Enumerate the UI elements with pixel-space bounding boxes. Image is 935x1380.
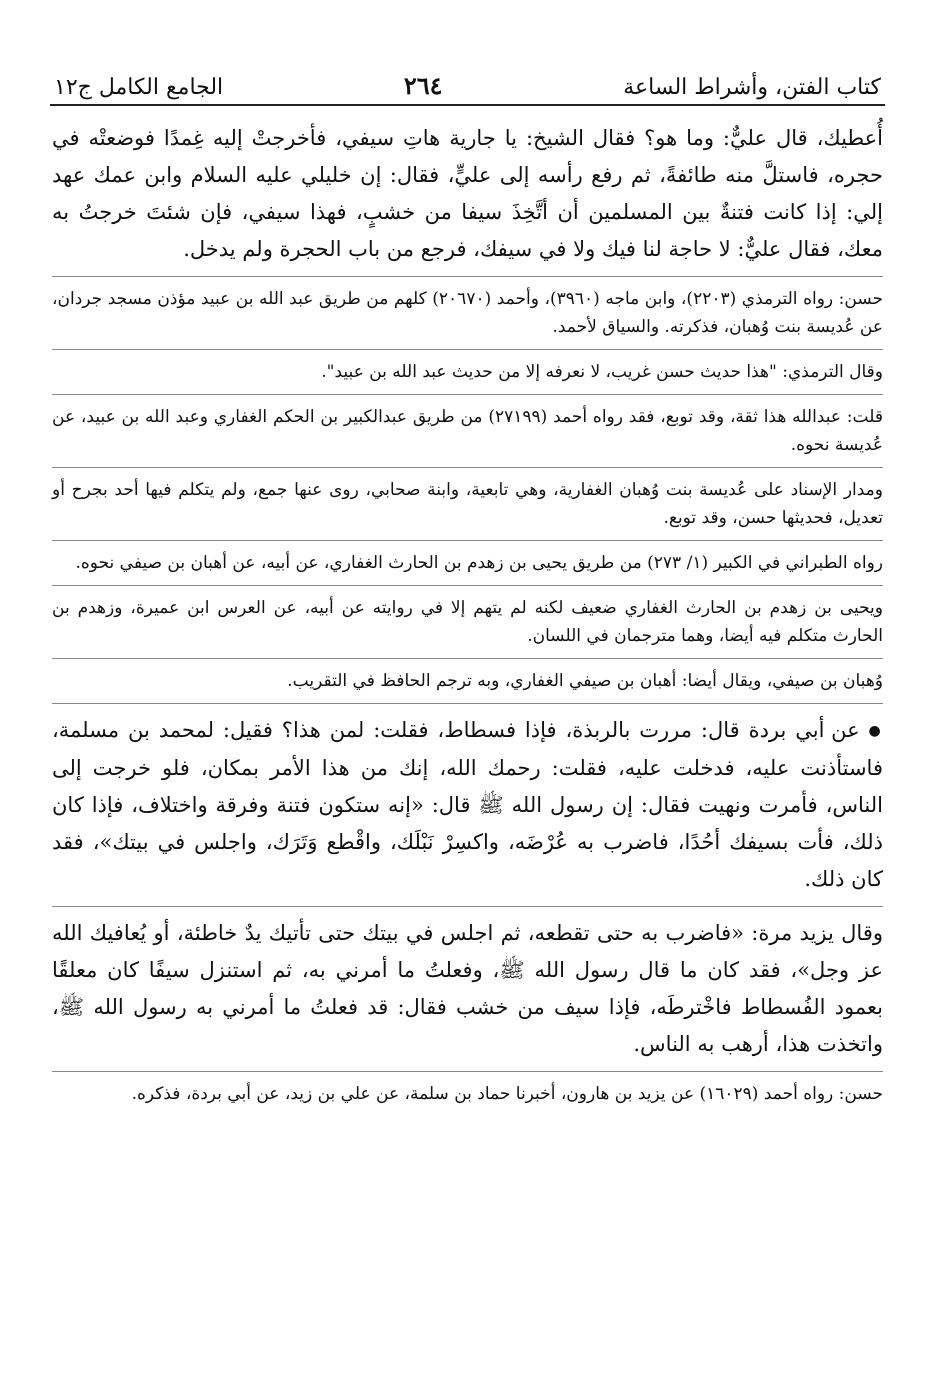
takhrij-note: حسن: رواه الترمذي (٢٢٠٣)، وابن ماجه (٣٩٦٠)، وأحمد (٢٠٦٧٠) كلهم من طريق عبد الله بن عبيد مؤذن مسجد جردان، عن عُديسة بنت وُهبان، فذكرته. والسياق لأحمد. <box>52 289 883 337</box>
divider <box>52 658 883 659</box>
divider <box>52 1071 883 1072</box>
header-volume-title: الجامع الكامل ج١٢ <box>54 75 224 100</box>
hadith-text-continued: أُعطيك، قال عليٌّ: وما هو؟ فقال الشيخ: يا جارية هاتِ سيفي، فأخرجتْ إليه غِمدًا فوضعتْه في حجره، فاستلَّ منه طائفةً، ثم رفع رأسه إلى عليٍّ، فقال: إن خليلي عليه السلام وابن عمك عهد إلي: إذا كانت فتنةٌ بين المسلمين أن أتَّخِذَ سيفا من خشبٍ، فهذا سيفي، فإن شئتَ خرجتُ به معك، فقال عليٌّ: لا حاجة لنا فيك ولا في سيفك، فرجع من باب الحجرة ولم يدخل. <box>52 126 883 261</box>
divider <box>52 585 883 586</box>
hadith-variant-text: وقال يزيد مرة: «فاضرب به حتى تقطعه، ثم اجلس في بيتك حتى تأتيك يدٌ خاطئة، أو يُعافيك الله عز وجل»، فقد كان ما قال رسول الله ﷺ، وفعلتُ ما أمرني به، ثم استنزل سيفًا كان معلقًا بعمود الفُسطاط فاخْترطَه، فإذا سيف من خشب فقال: قد فعلتُ ما أمرني به رسول الله ﷺ، واتخذت هذا، أرهب به الناس. <box>52 921 883 1056</box>
page-number: ٢٦٤ <box>403 71 443 100</box>
divider <box>52 540 883 541</box>
page-body <box>50 120 885 1108</box>
divider <box>52 349 883 350</box>
bullet-icon: ● <box>868 723 883 739</box>
isnad-note: ومدار الإسناد على عُديسة بنت وُهبان الغفارية، وهي تابعية، وابنة صحابي، روى عنها جمع، ولم يتكلم فيها أحد بجرح أو تعديل، فحديثها حسن، وقد توبع. <box>52 480 883 528</box>
page-header <box>50 58 885 106</box>
narrator-note: ويحيى بن زهدم بن الحارث الغفاري ضعيف لكنه لم يتهم إلا في روايته عن أبيه، عن العرس ابن عميرة، وزهدم بن الحارث متكلم فيه أيضا، وهما مترجمان في اللسان. <box>52 598 883 646</box>
hadith-text <box>52 712 883 898</box>
divider <box>52 703 883 704</box>
divider <box>52 906 883 907</box>
tabarani-note: رواه الطبراني في الكبير (١/ ٢٧٣) من طريق يحيى بن زهدم بن الحارث الغفاري، عن أبيه، عن أهبان بن صيفي نحوه. <box>75 553 883 573</box>
divider <box>52 394 883 395</box>
takhrij-note-final: حسن: رواه أحمد (١٦٠٢٩) عن يزيد بن هارون، أخبرنا حماد بن سلمة، عن علي بن زيد، عن أبي بردة، فذكره. <box>131 1084 883 1104</box>
divider <box>52 276 883 277</box>
narrator-name-note: وُهبان بن صيفي، ويقال أيضا: أهبان بن صيفي الغفاري، وبه ترجم الحافظ في التقريب. <box>287 671 883 691</box>
header-book-section-title: كتاب الفتن، وأشراط الساعة <box>623 75 881 100</box>
author-comment: قلت: عبدالله هذا ثقة، وقد توبع، فقد رواه أحمد (٢٧١٩٩) من طريق عبدالكبير بن الحكم الغفاري وعبد الله بن عبيد، عن عُديسة نحوه. <box>52 407 883 455</box>
hadith-text-body: عن أبي بردة قال: مررت بالربذة، فإذا فسطاط، فقلت: لمن هذا؟ فقيل: لمحمد بن مسلمة، فاستأذنت عليه، فدخلت عليه، فقلت: رحمك الله، إنك من هذا الأمر بمكان، فلو خرجت إلى الناس، فأمرت ونهيت فقال: إن رسول الله ﷺ قال: «إنه ستكون فتنة وفرقة واختلاف، فإذا كان ذلك، فأت بسيفك أحُدًا، فاضرب به عُرْضَه، واكسِرْ نَبْلَك، واقْطع وَتَرَك، واجلس في بيتك»، فقد كان ذلك. <box>52 718 883 891</box>
tirmidhi-comment: وقال الترمذي: "هذا حديث حسن غريب، لا نعرفه إلا من حديث عبد الله بن عبيد". <box>321 362 883 382</box>
page <box>50 58 885 1108</box>
divider <box>52 467 883 468</box>
